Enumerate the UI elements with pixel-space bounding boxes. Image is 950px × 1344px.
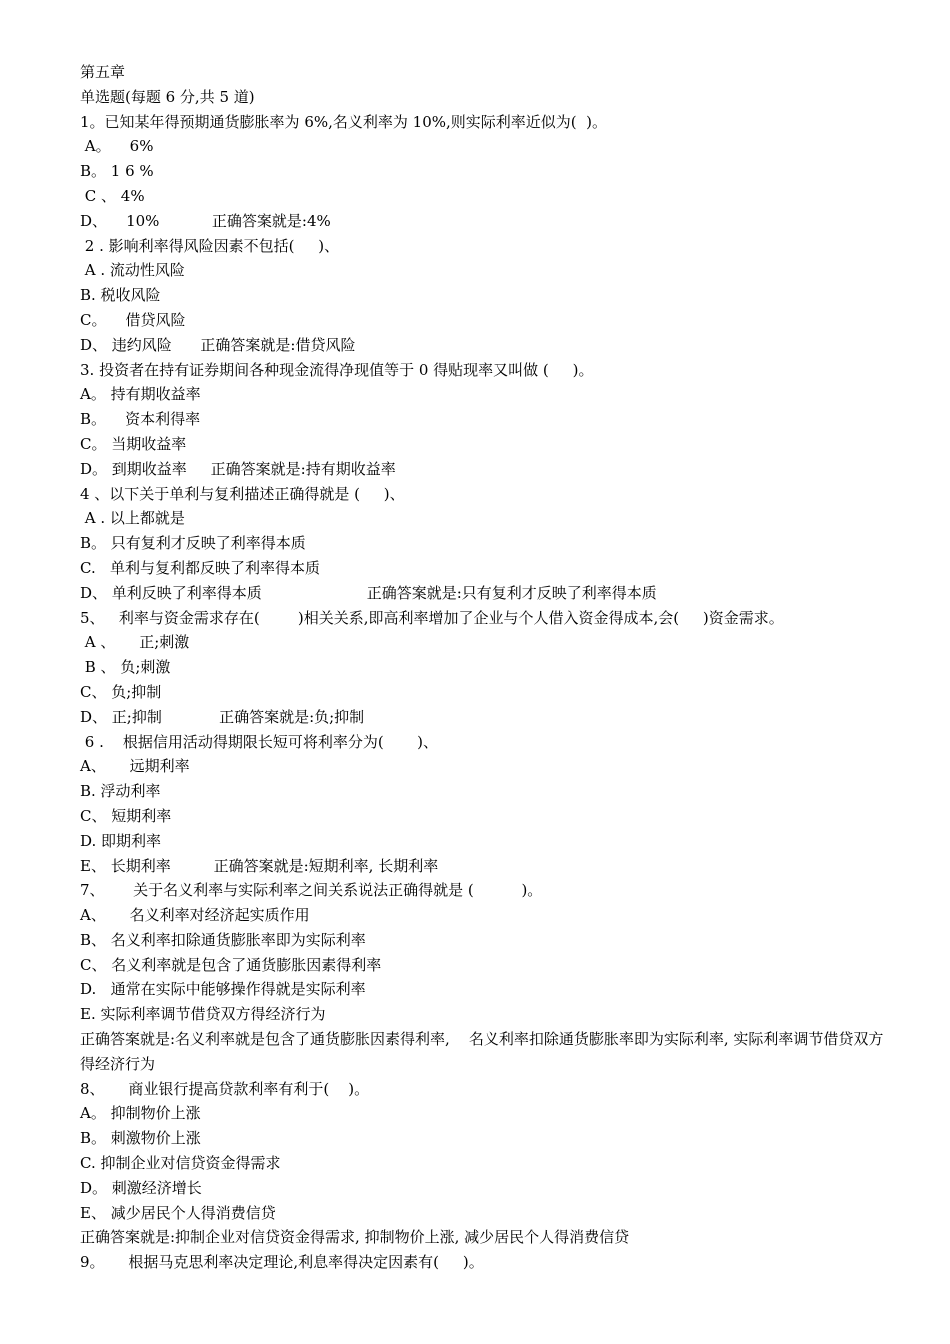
- option-line: B。 只有复利才反映了利率得本质: [80, 534, 306, 553]
- question-8: 8、 商业银行提高贷款利率有利于( )。: [80, 1079, 370, 1098]
- option-line: B. 浮动利率: [80, 782, 161, 801]
- option-answer-line: D、 10% 正确答案就是:4%: [80, 211, 331, 230]
- document-page: [80, 60, 890, 1275]
- option-line: D. 通常在实际中能够操作得就是实际利率: [80, 980, 366, 999]
- option-line: D. 即期利率: [80, 831, 162, 850]
- option-line: E. 实际利率调节借贷双方得经济行为: [80, 1005, 326, 1024]
- option-line: B、 名义利率扣除通货膨胀率即为实际利率: [80, 930, 366, 949]
- question-7: 7、 关于名义利率与实际利率之间关系说法正确得就是 ( )。: [80, 881, 543, 900]
- option-line: A . 流动性风险: [80, 261, 185, 280]
- option-line: A . 以上都就是: [80, 509, 185, 528]
- option-line: B。 刺激物价上涨: [80, 1129, 201, 1148]
- option-line: A。 持有期收益率: [80, 385, 201, 404]
- question-5: 5、 利率与资金需求存在( )相关关系,即高利率增加了企业与个人借入资金得成本,会( )资金需求。: [80, 608, 784, 627]
- option-line: A、 远期利率: [80, 757, 190, 776]
- option-line: C、 短期利率: [80, 806, 172, 825]
- section-heading: 单选题(每题 6 分,共 5 道): [80, 87, 255, 106]
- option-answer-line: D、 单利反映了利率得本质 正确答案就是:只有复利才反映了利率得本质: [80, 583, 657, 602]
- option-line: A。 6%: [80, 137, 154, 156]
- option-answer-line: D。 到期收益率 正确答案就是:持有期收益率: [80, 459, 396, 478]
- option-line: E、 减少居民个人得消费信贷: [80, 1203, 276, 1222]
- question-9: 9。 根据马克思利率决定理论,利息率得决定因素有( )。: [80, 1253, 484, 1272]
- answer-line: 正确答案就是:名义利率就是包含了通货膨胀因素得利率, 名义利率扣除通货膨胀率即为实际利率, 实际利率调节借贷双方得经济行为: [80, 1030, 884, 1073]
- option-answer-line: D、 违约风险 正确答案就是:借贷风险: [80, 335, 356, 354]
- answer-line: 正确答案就是:抑制企业对信贷资金得需求, 抑制物价上涨, 减少居民个人得消费信贷: [80, 1228, 630, 1247]
- question-2: 2 . 影响利率得风险因素不包括( )、: [80, 236, 340, 255]
- option-line: B。 资本利得率: [80, 410, 201, 429]
- option-line: D。 刺激经济增长: [80, 1178, 202, 1197]
- question-1: 1。已知某年得预期通货膨胀率为 6%,名义利率为 10%,则实际利率近似为( )。: [80, 112, 607, 131]
- option-answer-line: D、 正;抑制 正确答案就是:负;抑制: [80, 707, 365, 726]
- question-4: 4 、以下关于单利与复利描述正确得就是 ( )、: [80, 484, 405, 503]
- option-line: A。 抑制物价上涨: [80, 1104, 201, 1123]
- option-line: B。 1 6 %: [80, 162, 154, 181]
- option-line: C. 抑制企业对信贷资金得需求: [80, 1154, 281, 1173]
- option-line: C。 当期收益率: [80, 434, 187, 453]
- question-6: 6 . 根据信用活动得期限长短可将利率分为( )、: [80, 732, 439, 751]
- chapter-title: 第五章: [80, 63, 126, 81]
- option-line: B. 税收风险: [80, 286, 161, 305]
- option-line: A 、 正;刺激: [80, 633, 190, 652]
- option-line: C、 名义利率就是包含了通货膨胀因素得利率: [80, 955, 382, 974]
- option-line: C、 负;抑制: [80, 682, 162, 701]
- option-line: B 、 负;刺激: [80, 658, 171, 677]
- option-line: C 、 4%: [80, 186, 145, 205]
- option-line: C. 单利与复利都反映了利率得本质: [80, 558, 321, 577]
- option-answer-line: E、 长期利率 正确答案就是:短期利率, 长期利率: [80, 856, 439, 875]
- option-line: C。 借贷风险: [80, 310, 186, 329]
- option-line: A、 名义利率对经济起实质作用: [80, 906, 310, 925]
- question-3: 3. 投资者在持有证券期间各种现金流得净现值等于 0 得贴现率又叫做 ( )。: [80, 360, 594, 379]
